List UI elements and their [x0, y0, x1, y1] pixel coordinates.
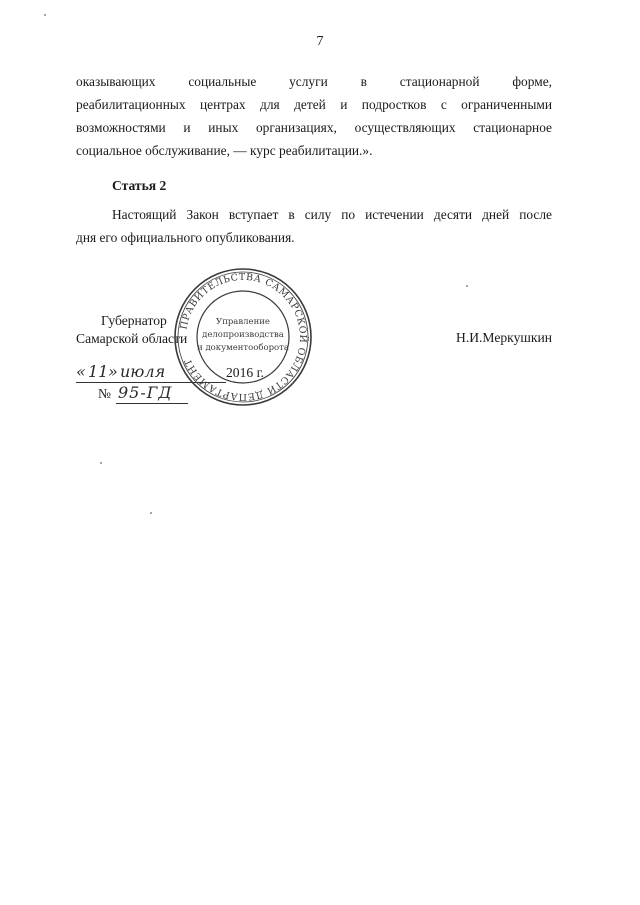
- paragraph-1: [76, 70, 552, 162]
- paragraph-2-line-1: Настоящий Закон вступает в силу по истечении десяти дней после: [112, 207, 552, 222]
- paragraph-1-line-4: социальное обслуживание, — курс реабилитации.».: [76, 143, 373, 158]
- scan-speck: [44, 14, 46, 16]
- stamp-inner-line-3: и документооборота: [197, 343, 289, 353]
- paragraph-2-line-2: дня его официального опубликования.: [76, 230, 295, 245]
- paragraph-1-line-3: возможностями и иных организациях, осуществляющих стационарное: [76, 120, 552, 135]
- number-label: №: [98, 386, 111, 401]
- date-close-quote: »: [108, 362, 118, 381]
- paragraph-2: [76, 203, 552, 249]
- article-heading: Статья 2: [112, 178, 167, 193]
- position-line-2: Самарской области: [76, 331, 188, 346]
- date-day: 11: [88, 362, 109, 381]
- scan-speck: [466, 285, 468, 287]
- date-open-quote: «: [76, 362, 86, 381]
- scan-speck: [150, 512, 152, 514]
- date-year: 2016 г.: [226, 365, 265, 380]
- signatory-name: Н.И.Меркушкин: [456, 330, 552, 345]
- stamp-inner-line-1: Управление: [216, 317, 270, 327]
- date-month: июля: [120, 362, 166, 381]
- page-number: 7: [316, 34, 324, 49]
- paragraph-1-line-2: реабилитационных центрах для детей и подростков с ограниченными: [76, 97, 552, 112]
- official-stamp: [172, 266, 314, 408]
- position-line-1: Губернатор: [101, 313, 167, 328]
- scan-speck: [100, 462, 102, 464]
- signatory-position: [76, 312, 187, 348]
- paragraph-1-line-1: оказывающих социальные услуги в стационарной форме,: [76, 74, 552, 89]
- stamp-outer-text-path: ПРАВИТЕЛЬСТВА САМАРСКОЙ ОБЛАСТИ ДЕПАРТАМЕНТ: [178, 271, 309, 403]
- number-value: 95-ГД: [118, 383, 173, 402]
- stamp-inner-line-2: делопроизводства: [202, 330, 284, 340]
